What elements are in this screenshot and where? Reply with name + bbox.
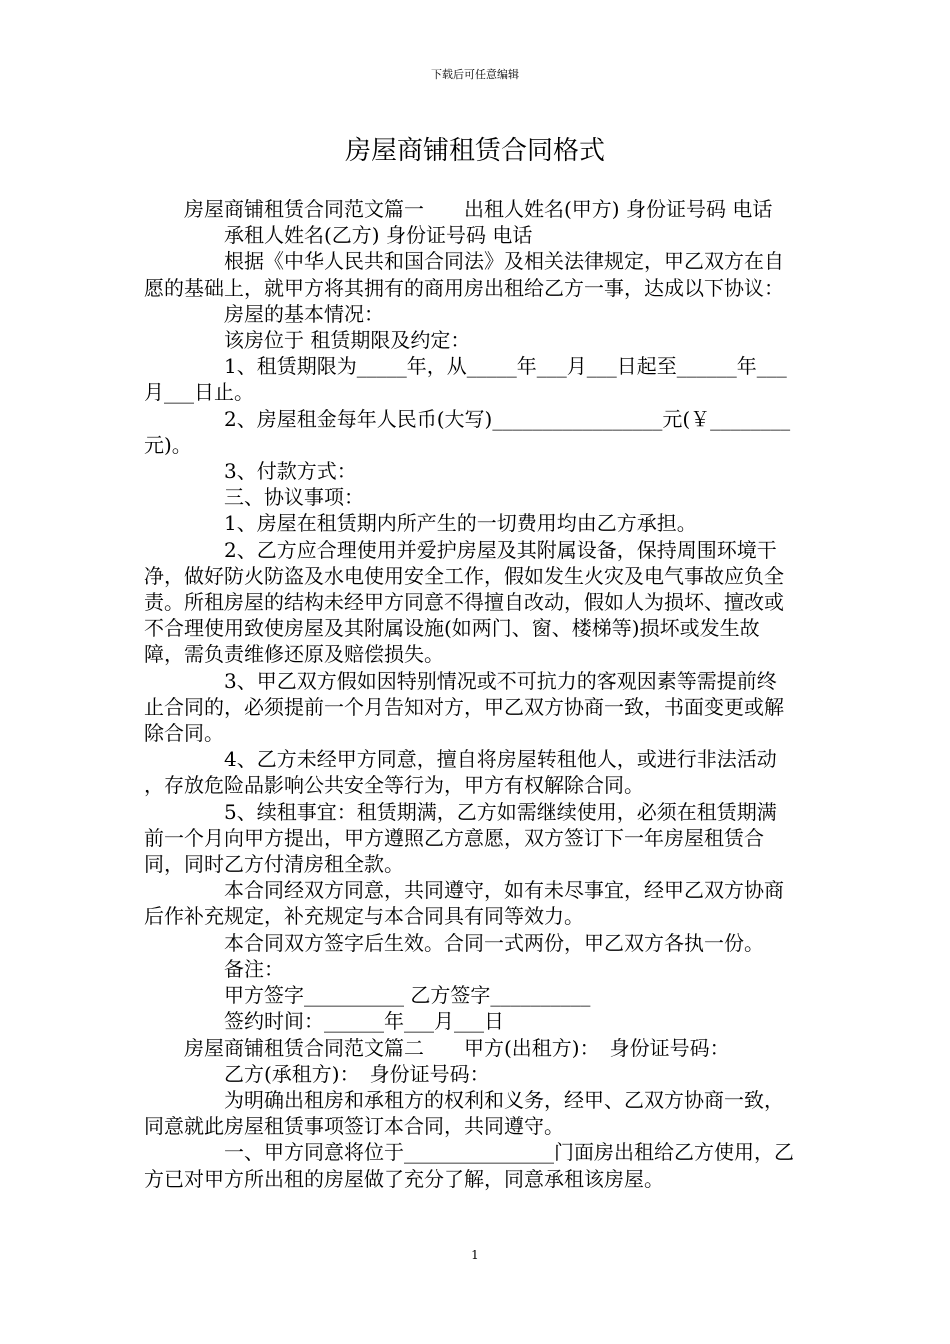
paragraph: 承租人姓名(乙方) 身份证号码 电话 <box>224 223 533 248</box>
paragraph: 乙方(承租方)： 身份证号码： <box>224 1061 490 1086</box>
paragraph: 3、甲乙双方假如因特别情况或不可抗力的客观因素等需提前终止合同的，必须提前一个月告知对方，甲乙双方协商一致，书面变更或解除合同。 <box>144 668 784 746</box>
paragraph: 一、甲方同意将位于_______________门面房出租给乙方使用，乙方已对甲方所出租的房屋做了充分了解，同意承租该房屋。 <box>144 1140 794 1191</box>
paragraph: 房屋商铺租赁合同范文篇一 出租人姓名(甲方) 身份证号码 电话 <box>184 197 773 221</box>
paragraph: 该房位于 租赁期限及约定： <box>224 328 471 353</box>
paragraph: 1、房屋在租赁期内所产生的一切费用均由乙方承担。 <box>224 511 697 536</box>
paragraph: 1、租赁期限为_____年，从_____年___月___日起至______年___月___日止。 <box>144 354 787 405</box>
paragraph: 三、协议事项： <box>224 485 364 510</box>
paragraph: 房屋商铺租赁合同范文篇二 甲方(出租方)： 身份证号码： <box>184 1035 730 1060</box>
paragraph: 4、乙方未经甲方同意，擅自将房屋转租他人，或进行非法活动 ，存放危险品影响公共安全等行为，甲方有权解除合同。 <box>144 747 784 798</box>
page-number: 1 <box>471 1248 479 1262</box>
paragraph: 2、乙方应合理使用并爱护房屋及其附属设备，保持周围环境干净，做好防火防盗及水电使用安全工作，假如发生火灾及电气事故应负全责。所租房屋的结构未经甲方同意不得擅自改动，假如人为损坏、擅改或不合理使用致使房屋及其附属设施(如两门、窗、楼梯等)损坏或发生故障，需负责维修还原及赔偿损失。 <box>144 537 784 667</box>
paragraph: 5、续租事宜：租赁期满，乙方如需继续使用，必须在租赁期满前一个月向甲方提出，甲方遵照乙方意愿，双方签订下一年房屋租赁合同，同时乙方付清房租全款。 <box>144 799 777 877</box>
paragraph: 本合同经双方同意，共同遵守，如有未尽事宜，经甲乙双方协商后作补充规定，补充规定与本合同具有同等效力。 <box>144 878 784 929</box>
page-header-note: 下载后可任意编辑 <box>431 68 519 81</box>
signature-line: 甲方签字__________ 乙方签字__________ <box>224 983 591 1008</box>
document-title: 房屋商铺租赁合同格式 <box>344 136 605 166</box>
signing-date-line: 签约时间：______年___月___日 <box>224 1009 504 1034</box>
paragraph: 2、房屋租金每年人民币(大写)_________________元(￥________元)。 <box>144 406 791 457</box>
paragraph: 3、付款方式： <box>224 459 357 484</box>
paragraph: 房屋的基本情况： <box>224 301 384 326</box>
paragraph: 为明确出租房和承租方的权利和义务，经甲、乙双方协商一致，同意就此房屋租赁事项签订本合同，共同遵守。 <box>144 1087 784 1139</box>
paragraph: 备注： <box>224 956 284 981</box>
paragraph: 本合同双方签字后生效。合同一式两份，甲乙双方各执一份。 <box>224 930 764 955</box>
paragraph: 根据《中华人民共和国合同法》及相关法律规定，甲乙双方在自愿的基础上，就甲方将其拥有的商用房出租给乙方一事，达成以下协议： <box>144 249 784 300</box>
document-body <box>144 196 796 1192</box>
